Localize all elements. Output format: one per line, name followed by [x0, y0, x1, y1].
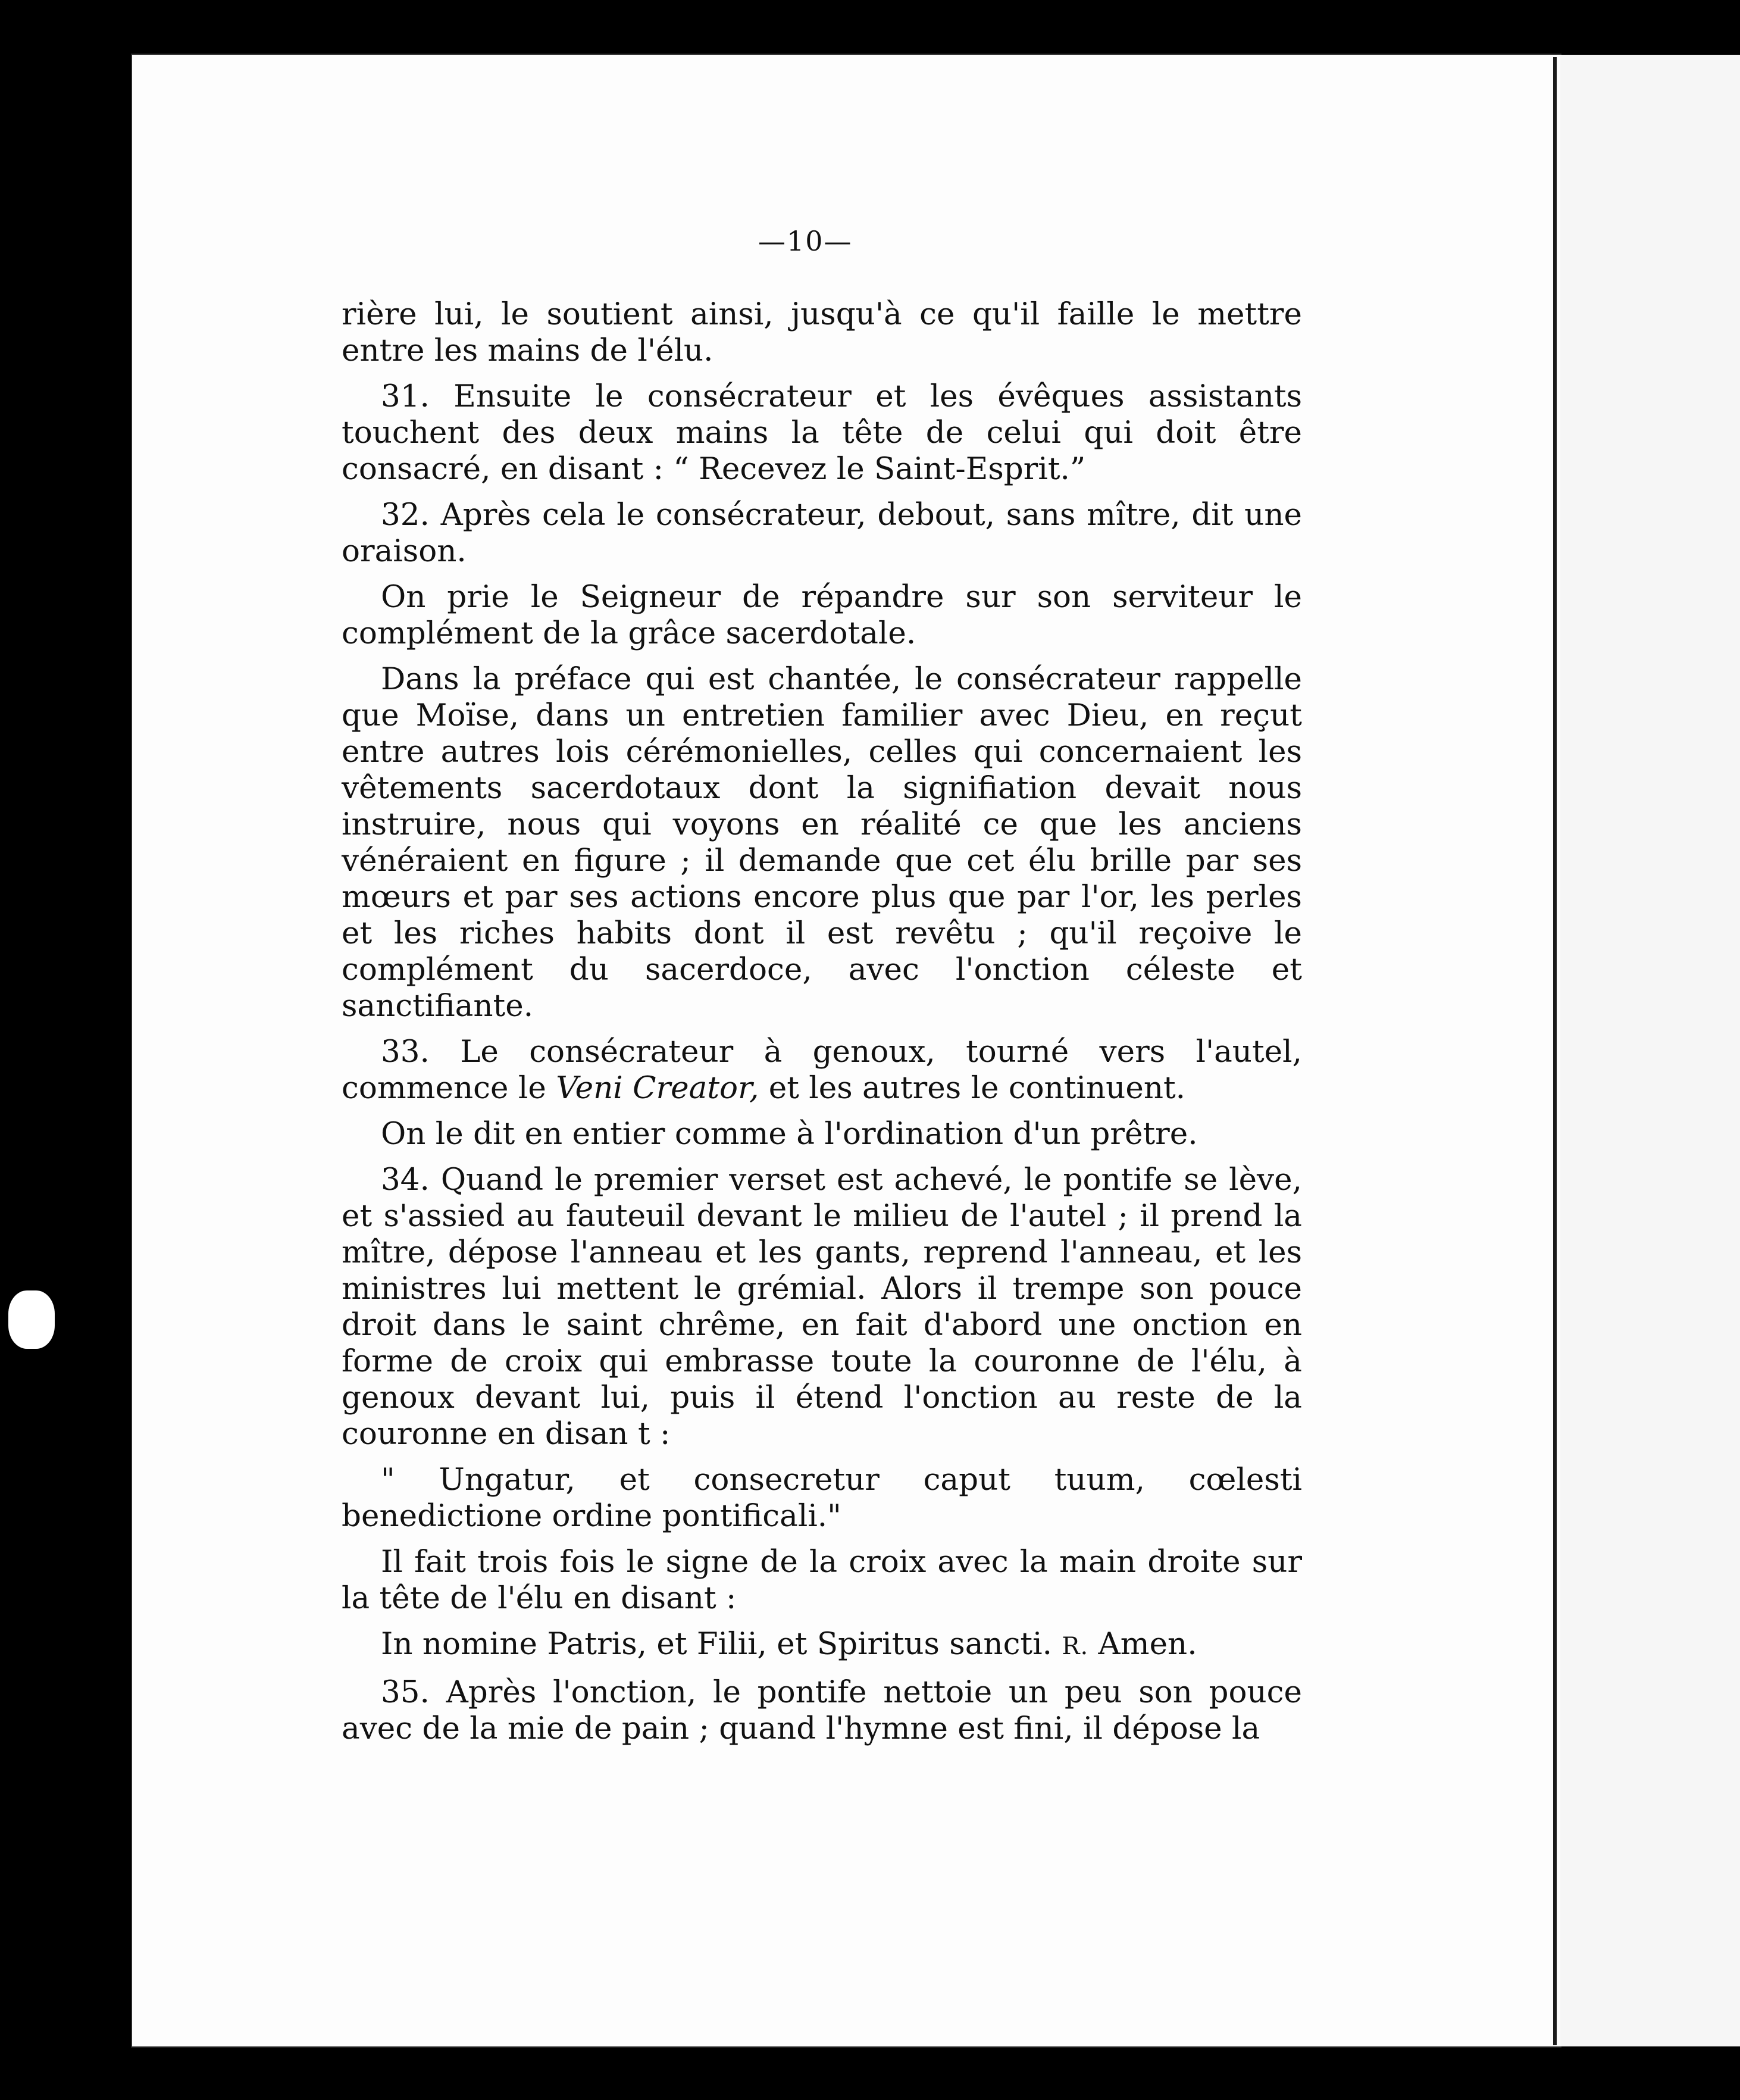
- veni-creator-title: Veni Creator,: [556, 1070, 759, 1106]
- facing-page-edge: [1560, 55, 1740, 2046]
- page-gutter-line: [1553, 57, 1557, 2045]
- paragraph-latin-formula: " Ungatur, et consecretur caput tuum, cœlesti benedictione ordine pontificali.": [342, 1462, 1302, 1534]
- paragraph-33-text-end: et les autres le continuent.: [759, 1070, 1186, 1106]
- paragraph-continuation: rière lui, le soutient ainsi, jusqu'à ce qu'il faille le mettre entre les mains de l'élu.: [342, 296, 1302, 368]
- scan-edge-mark: [8, 1290, 55, 1349]
- paragraph-31: 31. Ensuite le consécrateur et les évêques assistants touchent des deux mains la tête de celui qui doit être consacré, en disant : “ Recevez le Saint-Esprit.”: [342, 379, 1302, 487]
- page-text: [342, 296, 1302, 1757]
- paragraph-34: 34. Quand le premier verset est achevé, le pontife se lève, et s'assied au fauteuil devant le milieu de l'autel ; il prend la mître, dépose l'anneau et les gants, reprend l'anneau, et les ministres lui mettent le grémial. Alors il trempe son pouce droit dans le saint chrême, en fait d'abord une onction en forme de croix qui embrasse toute la couronne de l'élu, à genoux devant lui, puis il étend l'onction au reste de la couronne en disan t :: [342, 1162, 1302, 1452]
- paragraph-ordination: On le dit en entier comme à l'ordination d'un prêtre.: [381, 1116, 1198, 1152]
- in-nomine-text: In nomine Patris, et Filii, et Spiritus sancti.: [381, 1626, 1062, 1662]
- paragraph-preface: Dans la préface qui est chantée, le consécrateur rappelle que Moïse, dans un entretien familier avec Dieu, en reçut entre autres lois cérémonielles, celles qui concernaient les vêtements sacerdotaux dont la signifiation devait nous instruire, nous qui voyons en réalité ce que les anciens vénéraient en figure ; il demande que cet élu brille par ses mœurs et par ses actions encore plus que par l'or, les perles et les riches habits dont il est revêtu ; qu'il reçoive le complément du sacerdoce, avec l'onction céleste et sanctifiante.: [342, 661, 1302, 1024]
- paragraph-33-text-start: 33. Le consécrateur à genoux, tourné vers l'autel, commence le: [342, 1034, 1302, 1106]
- amen-text: Amen.: [1088, 1626, 1197, 1662]
- response-sign: R.: [1062, 1633, 1089, 1660]
- paragraph-32: 32. Après cela le consécrateur, debout, sans mître, dit une oraison.: [342, 497, 1302, 569]
- paragraph-35: 35. Après l'onction, le pontife nettoie un peu son pouce avec de la mie de pain ; quand l'hymne est fini, il dépose la: [342, 1674, 1302, 1746]
- paragraph-prayer: On prie le Seigneur de répandre sur son serviteur le complément de la grâce sacerdotale.: [342, 579, 1302, 651]
- paragraph-33: [342, 1034, 1302, 1107]
- page-number: —10—: [758, 225, 853, 257]
- paragraph-in-nomine: [342, 1626, 1302, 1665]
- paragraph-sign-of-cross: Il fait trois fois le signe de la croix avec la main droite sur la tête de l'élu en disant :: [342, 1544, 1302, 1616]
